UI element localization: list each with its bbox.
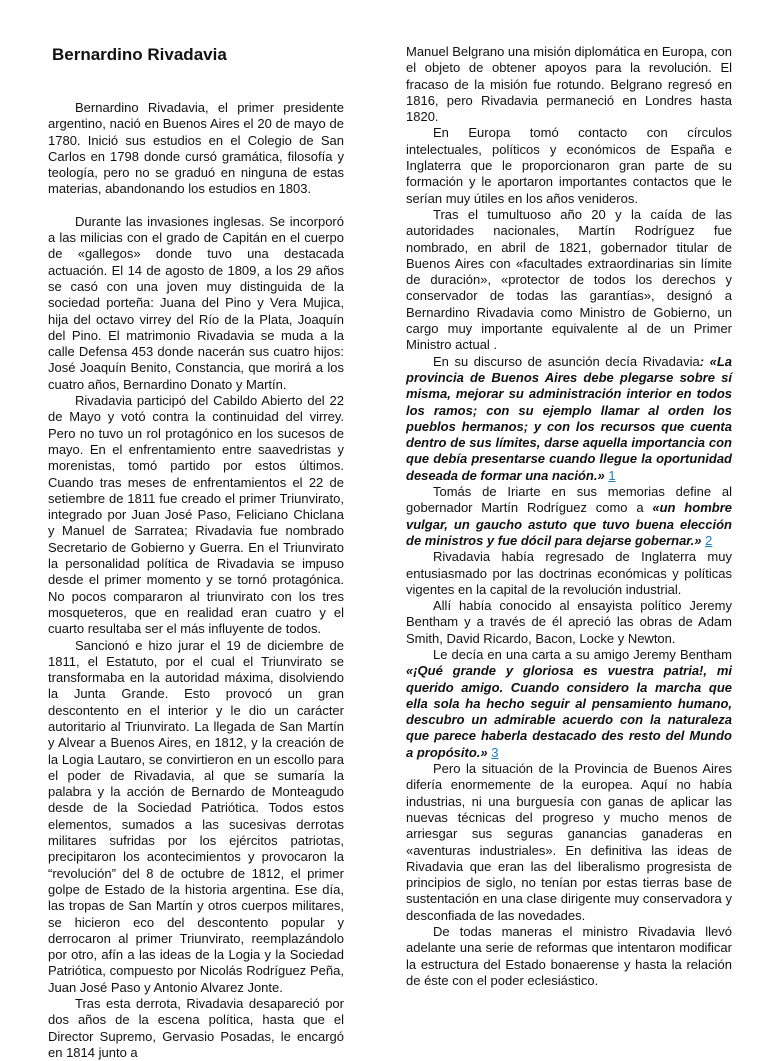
footnote-link-2[interactable]: 2 [705,532,713,548]
paragraph: En Europa tomó contacto con círculos intelectuales, políticos y económicos de España e Inglaterra que le proporcionaron gran parte de su formación y le aportaron importantes contactos que le serían muy útiles en los años venideros. [406,125,732,206]
paragraph: Rivadavia participó del Cabildo Abierto del 22 de Mayo y votó contra la continuidad del virrey. Pero no tuvo un rol protagónico en los sucesos de mayo. En el enfrentamiento entre saavedristas y morenistas, tomó partido por estos últimos. Cuando tras meses de enfrentamientos el 22 de setiembre de 1811 fue creado el primer Triunvirato, integrado por Juan José Paso, Feliciano Chiclana y Manuel de Sarratea; Rivadavia fue nombrado Secretario de Gobierno y Guerra. En el Triunvirato la personalidad política de Rivadavia se impuso desde el primer momento y se tornó protagónica. No pocos compararon al triunvirato con los tres mosqueteros, que en realidad eran cuatro y el cuarto resultaba ser el más influyente de todos. [48,393,344,637]
paragraph-text: En su discurso de asunción decía Rivadavia [433,353,700,369]
paragraph: Tras el tumultuoso año 20 y la caída de las autoridades nacionales, Martín Rodríguez fue nombrado, en abril de 1821, gobernador titular de Buenos Aires con «facultades extraordinarias sin límite de duración», «protector de todos los derechos y conservador de todas las garantías», designó a Bernardino Rivadavia como Ministro de Gobierno, un cargo muy importante equivalente al de un Primer Ministro actual . [406,206,732,353]
paragraph: Tras esta derrota, Rivadavia desapareció por dos años de la escena política, hasta que el Director Supremo, Gervasio Posadas, le encargó en 1814 junto a [48,996,344,1060]
paragraph: Durante las invasiones inglesas. Se incorporó a las milicias con el grado de Capitán en el cuerpo de «gallegos» donde tuvo una destacada actuación. El 14 de agosto de 1809, a los 29 años se casó con una joven muy distinguida de la sociedad porteña: Juana del Pino y Vera Mujica, hija del octavo virrey del Río de la Plata, Joaquín del Pino. El matrimonio Rivadavia se muda a la calle Defensa 453 donde nacerán sus cuatro hijos: José Joaquín Benito, Constancia, que morirá a los cuatro años, Bernardino Donato y Martín. [48,213,344,392]
paragraph-text: Tomás de Iriarte en sus memorias define al gobernador Martín Rodríguez como a [406,484,732,516]
quote-text: «¡Qué grande y gloriosa es vuestra patria!, mi querido amigo. Cuando considero la marcha que ella sola ha hecho seguir al pensamiento humano, descubro un admirable acuerdo con la naturaleza que parece haberla destacado des resto del Mundo a propósito.» [406,663,732,760]
paragraph: Allí había conocido al ensayista político Jeremy Bentham y a través de él apreció las obras de Adam Smith, David Ricardo, Bacon, Locke y Newton. [406,598,732,646]
paragraph [406,647,732,761]
right-column [406,44,732,989]
paragraph: Bernardino Rivadavia, el primer presidente argentino, nació en Buenos Aires el 20 de mayo de 1780. Inició sus estudios en el Colegio de San Carlos en 1798 donde cursó gramática, filosofía y teología, pero no se graduó en ninguna de estas materias, abandonando los estudios en 1803. [48,100,344,197]
quote-text: «un hombre vulgar, un gaucho astuto que tuvo buena elección de ministros y fue dócil para dejarse gobernar.» [406,500,732,548]
paragraph: Manuel Belgrano una misión diplomática en Europa, con el objeto de obtener apoyos para la revolución. El fracaso de la misión fue rotundo. Belgrano regresó en 1816, pero Rivadavia permaneció en Londres hasta 1820. [406,44,732,125]
quote-text: : «La provincia de Buenos Aires debe plegarse sobre sí misma, mejorar su administración interior en todos los ramos; con su ejemplo llamar al orden los pueblos hermanos; y con los recursos que cuenta dentro de sus límites, darse aquella importancia con que debía presentarse cuando llegue la oportunidad deseada de formar una nación.» [406,353,732,483]
page-title: Bernardino Rivadavia [52,45,227,64]
paragraph-text: Le decía en una carta a su amigo Jeremy Bentham [433,646,732,662]
paragraph [406,354,732,484]
paragraph: Sancionó e hizo jurar el 19 de diciembre de 1811, el Estatuto, por el cual el Triunvirato se transformaba en la autoridad máxima, disolviendo la Junta Grande. Esto provocó un gran descontento en el interior y le dio un carácter autoritario al Triunvirato. La llegada de San Martín y Alvear a Buenos Aires, en 1812, y la creación de la Logia Lautaro, se convirtieron en un escollo para el poder de Rivadavia, al que se sumaría la palabra y la acción de Bernardo de Monteagudo desde de la Sociedad Patriótica. Todos estos elementos, sumados a las sucesivas derrotas militares sufridas por los ejércitos patriotas, precipitaron los acontecimientos y provocaron la “revolución” del 8 de octubre de 1812, el primer golpe de Estado de la historia argentina. Ese día, las tropas de San Martín y otros cuerpos militares, se hicieron eco del descontento popular y derrocaron al primer Triunvirato, reemplazándolo por otro, afín a las ideas de la Logia y la Sociedad Patriótica, compuesto por Nicolás Rodríguez Peña, Juan José Paso y Antonio Alvarez Jonte. [48,637,344,995]
paragraph: Rivadavia había regresado de Inglaterra muy entusiasmado por las doctrinas económicas y políticas vigentes en la capital de la revolución industrial. [406,549,732,597]
footnote-link-3[interactable]: 3 [491,744,499,760]
footnote-link-1[interactable]: 1 [608,467,616,483]
left-column [48,100,344,1061]
paragraph: Pero la situación de la Provincia de Buenos Aires difería enormemente de la europea. Aquí no había industrias, ni una burguesía con ganas de aplicar las nuevas técnicas del progreso y mucho menos de arriesgar sus seguras ganancias ganaderas en «aventuras industriales». En definitiva las ideas de Rivadavia que eran las del liberalismo progresista de principios de siglo, no tenían por estas tierras base de sustentación en una clase dirigente muy conservadora y desconfiada de las novedades. [406,761,732,923]
paragraph [406,484,732,549]
paragraph: De todas maneras el ministro Rivadavia llevó adelante una serie de reformas que intentaron modificar la estructura del Estado bonaerense y hasta la relación de éste con el poder eclesiástico. [406,924,732,988]
